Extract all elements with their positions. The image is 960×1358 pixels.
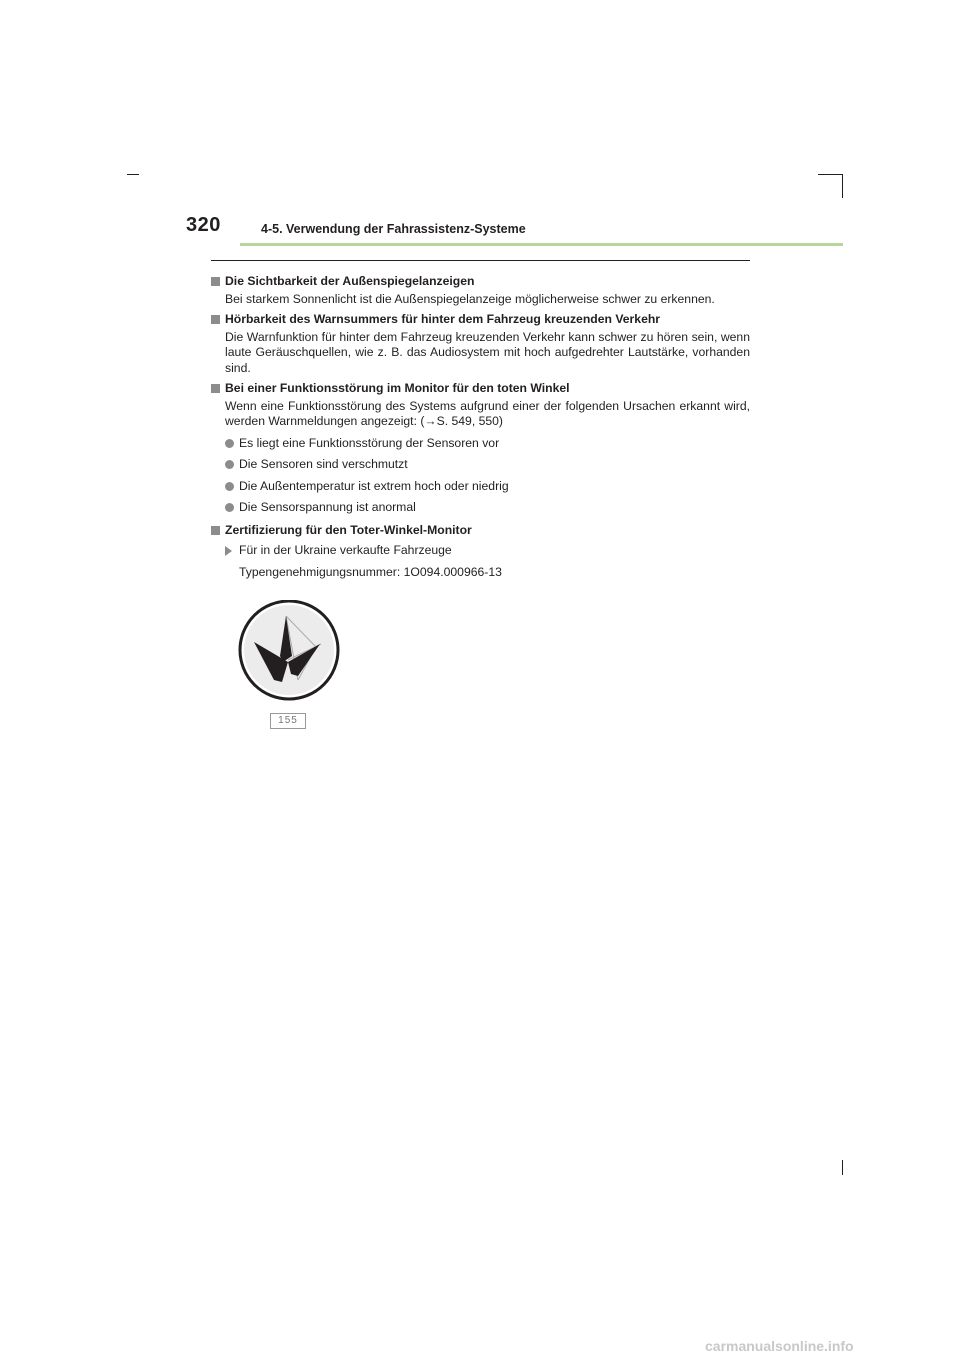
triangle-bullet-icon — [225, 546, 232, 556]
content-divider — [211, 260, 750, 261]
square-bullet-icon — [211, 526, 220, 535]
section-title: 4-5. Verwendung der Fahrassistenz-Systeme — [261, 222, 526, 236]
list-item: Die Sensoren sind verschmutzt — [225, 457, 750, 473]
circle-bullet-icon — [225, 503, 234, 512]
circle-bullet-icon — [225, 460, 234, 469]
section-text: Die Warnfunktion für hinter dem Fahrzeug kreuzenden Verkehr kann schwer zu hören sein, wenn laute Geräuschquellen, wie z. B. das Audiosystem mit hoch aufgedrehter Lautstärke, vorhanden sind. — [225, 329, 750, 375]
approval-number: Typengenehmigungsnummer: 1O094.000966-13 — [239, 564, 502, 579]
sub-item: Für in der Ukraine verkaufte Fahrzeuge — [225, 543, 750, 559]
list-item: Die Sensorspannung ist anormal — [225, 500, 750, 516]
section-text: Wenn eine Funktionsstörung des Systems aufgrund einer der folgenden Ursachen erkannt wird, werden Warnmeldungen angezeigt: (→S. 549, 550) — [225, 398, 750, 428]
section-heading: Zertifizierung für den Toter-Winkel-Monitor — [211, 523, 750, 539]
section-heading: Bei einer Funktionsstörung im Monitor für den toten Winkel — [211, 381, 750, 397]
content-body — [211, 269, 750, 580]
ukraine-certification-mark-icon — [236, 600, 342, 730]
square-bullet-icon — [211, 315, 220, 324]
page-number: 320 — [186, 214, 221, 236]
header-divider — [240, 243, 843, 246]
crop-mark-top-right-h — [818, 174, 843, 175]
list-item: Die Außentemperatur ist extrem hoch oder niedrig — [225, 479, 750, 495]
crop-mark-bottom-right-v — [842, 1160, 843, 1175]
section-heading: Hörbarkeit des Warnsummers für hinter dem Fahrzeug kreuzenden Verkehr — [211, 312, 750, 328]
square-bullet-icon — [211, 277, 220, 286]
crop-mark-top-left-h — [127, 174, 139, 175]
section-text: Bei starkem Sonnenlicht ist die Außenspiegelanzeige möglicherweise schwer zu erkennen. — [225, 291, 715, 306]
certification-number: 155 — [270, 713, 306, 729]
circle-bullet-icon — [225, 482, 234, 491]
circle-bullet-icon — [225, 439, 234, 448]
list-item: Es liegt eine Funktionsstörung der Sensoren vor — [225, 436, 750, 452]
watermark: carmanualsonline.info — [705, 1338, 854, 1354]
crop-mark-top-right-v — [842, 174, 843, 198]
square-bullet-icon — [211, 384, 220, 393]
section-heading: Die Sichtbarkeit der Außenspiegelanzeigen — [211, 274, 750, 290]
